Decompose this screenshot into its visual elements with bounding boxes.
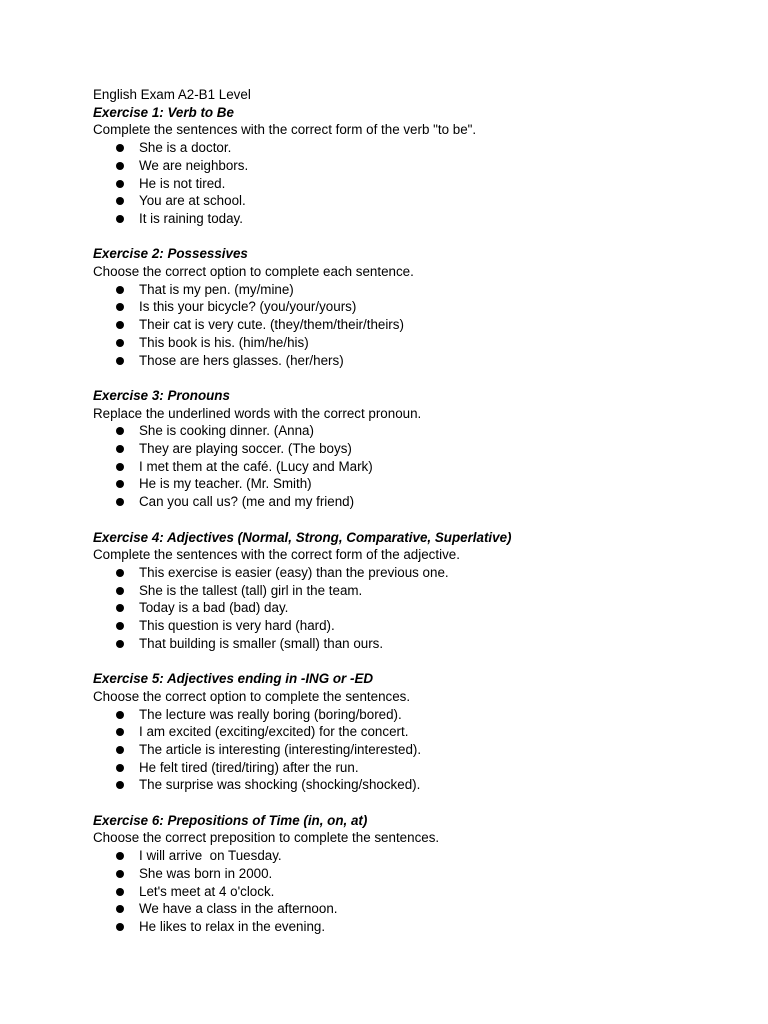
bullet-icon bbox=[116, 321, 124, 329]
list-item-text: They are playing soccer. (The boys) bbox=[139, 441, 352, 457]
list-item bbox=[93, 741, 733, 759]
exercise-instruction: Complete the sentences with the correct form of the verb "to be". bbox=[93, 122, 477, 138]
list-item bbox=[93, 759, 733, 777]
list-item-text: She was born in 2000. bbox=[139, 865, 273, 881]
bullet-icon bbox=[116, 215, 124, 223]
list-item-text: We have a class in the afternoon. bbox=[139, 901, 338, 917]
list-item bbox=[93, 157, 733, 175]
list-item-text: He likes to relax in the evening. bbox=[139, 918, 326, 934]
list-item bbox=[93, 582, 733, 600]
list-item bbox=[93, 776, 733, 794]
document-title: English Exam A2-B1 Level bbox=[93, 87, 251, 102]
list-item bbox=[93, 440, 733, 458]
bullet-icon bbox=[116, 923, 124, 931]
list-item-text: He is not tired. bbox=[139, 175, 226, 191]
list-item bbox=[93, 298, 733, 316]
bullet-icon bbox=[116, 445, 124, 453]
list-item-text: He is my teacher. (Mr. Smith) bbox=[139, 476, 312, 492]
bullet-icon bbox=[116, 905, 124, 913]
bullet-icon bbox=[116, 286, 124, 294]
list-item bbox=[93, 723, 733, 741]
exercise-heading: Exercise 1: Verb to Be bbox=[93, 104, 234, 120]
bullet-icon bbox=[116, 480, 124, 488]
list-item-text: Let's meet at 4 o'clock. bbox=[139, 883, 275, 899]
bullet-icon bbox=[116, 144, 124, 152]
list-item bbox=[93, 883, 733, 901]
list-item-text: Is this your bicycle? (you/your/yours) bbox=[139, 299, 357, 315]
list-item bbox=[93, 175, 733, 193]
list-item bbox=[93, 139, 733, 157]
exercise-instruction: Choose the correct preposition to complete the sentences. bbox=[93, 830, 440, 846]
bullet-icon bbox=[116, 746, 124, 754]
list-item bbox=[93, 635, 733, 653]
list-item-text: This book is his. (him/he/his) bbox=[139, 334, 309, 350]
list-item-text: He felt tired (tired/tiring) after the run. bbox=[139, 759, 359, 775]
exercise-heading: Exercise 5: Adjectives ending in -ING or -ED bbox=[93, 671, 374, 687]
exercise-items bbox=[93, 706, 733, 795]
exercise-items bbox=[93, 564, 733, 653]
list-item-text: I will arrive on Tuesday. bbox=[139, 848, 282, 864]
bullet-icon bbox=[116, 587, 124, 595]
exercise-items bbox=[93, 422, 733, 511]
bullet-icon bbox=[116, 180, 124, 188]
list-item bbox=[93, 352, 733, 370]
bullet-icon bbox=[116, 162, 124, 170]
list-item-text: It is raining today. bbox=[139, 210, 243, 226]
exercise-4 bbox=[93, 529, 733, 653]
bullet-icon bbox=[116, 357, 124, 365]
exercise-instruction: Replace the underlined words with the correct pronoun. bbox=[93, 405, 422, 421]
list-item-text: Their cat is very cute. (they/them/their/theirs) bbox=[139, 317, 404, 333]
document-page bbox=[93, 86, 733, 953]
exercise-instruction: Choose the correct option to complete each sentence. bbox=[93, 264, 414, 280]
bullet-icon bbox=[116, 427, 124, 435]
list-item bbox=[93, 847, 733, 865]
exercise-items bbox=[93, 847, 733, 936]
exercise-5 bbox=[93, 670, 733, 794]
list-item bbox=[93, 422, 733, 440]
exercise-heading: Exercise 2: Possessives bbox=[93, 246, 248, 262]
list-item-text: The surprise was shocking (shocking/shocked). bbox=[139, 777, 421, 793]
bullet-icon bbox=[116, 728, 124, 736]
list-item bbox=[93, 706, 733, 724]
exercise-heading: Exercise 6: Prepositions of Time (in, on, at) bbox=[93, 812, 368, 828]
list-item bbox=[93, 458, 733, 476]
bullet-icon bbox=[116, 852, 124, 860]
exercise-3 bbox=[93, 387, 733, 511]
list-item bbox=[93, 475, 733, 493]
bullet-icon bbox=[116, 604, 124, 612]
list-item-text: This question is very hard (hard). bbox=[139, 618, 335, 634]
exercise-instruction: Complete the sentences with the correct form of the adjective. bbox=[93, 547, 460, 563]
list-item bbox=[93, 564, 733, 582]
bullet-icon bbox=[116, 463, 124, 471]
list-item bbox=[93, 192, 733, 210]
list-item bbox=[93, 900, 733, 918]
list-item bbox=[93, 599, 733, 617]
list-item-text: Can you call us? (me and my friend) bbox=[139, 494, 355, 510]
bullet-icon bbox=[116, 870, 124, 878]
exercise-items bbox=[93, 139, 733, 228]
list-item-text: Today is a bad (bad) day. bbox=[139, 600, 289, 616]
bullet-icon bbox=[116, 339, 124, 347]
exercise-1 bbox=[93, 104, 733, 228]
bullet-icon bbox=[116, 498, 124, 506]
exercise-items bbox=[93, 281, 733, 370]
list-item-text: I am excited (exciting/excited) for the concert. bbox=[139, 724, 409, 740]
bullet-icon bbox=[116, 711, 124, 719]
list-item bbox=[93, 316, 733, 334]
list-item-text: That is my pen. (my/mine) bbox=[139, 281, 294, 297]
exercise-instruction: Choose the correct option to complete the sentences. bbox=[93, 688, 411, 704]
list-item bbox=[93, 865, 733, 883]
bullet-icon bbox=[116, 888, 124, 896]
list-item-text: She is cooking dinner. (Anna) bbox=[139, 423, 314, 439]
list-item-text: She is the tallest (tall) girl in the team. bbox=[139, 582, 363, 598]
bullet-icon bbox=[116, 303, 124, 311]
list-item bbox=[93, 617, 733, 635]
list-item-text: Those are hers glasses. (her/hers) bbox=[139, 352, 344, 368]
list-item-text: The lecture was really boring (boring/bored). bbox=[139, 706, 402, 722]
list-item bbox=[93, 493, 733, 511]
list-item-text: That building is smaller (small) than ours. bbox=[139, 635, 384, 651]
list-item-text: You are at school. bbox=[139, 193, 246, 209]
bullet-icon bbox=[116, 569, 124, 577]
list-item bbox=[93, 918, 733, 936]
list-item bbox=[93, 281, 733, 299]
bullet-icon bbox=[116, 764, 124, 772]
exercise-heading: Exercise 4: Adjectives (Normal, Strong, Comparative, Superlative) bbox=[93, 529, 512, 545]
list-item-text: I met them at the café. (Lucy and Mark) bbox=[139, 458, 373, 474]
list-item-text: This exercise is easier (easy) than the previous one. bbox=[139, 564, 449, 580]
list-item-text: We are neighbors. bbox=[139, 157, 249, 173]
list-item-text: The article is interesting (interesting/interested). bbox=[139, 741, 422, 757]
exercise-2 bbox=[93, 245, 733, 369]
list-item-text: She is a doctor. bbox=[139, 140, 232, 156]
bullet-icon bbox=[116, 640, 124, 648]
exercise-heading: Exercise 3: Pronouns bbox=[93, 387, 230, 403]
bullet-icon bbox=[116, 197, 124, 205]
list-item bbox=[93, 210, 733, 228]
list-item bbox=[93, 334, 733, 352]
exercise-6 bbox=[93, 812, 733, 936]
bullet-icon bbox=[116, 622, 124, 630]
bullet-icon bbox=[116, 781, 124, 789]
